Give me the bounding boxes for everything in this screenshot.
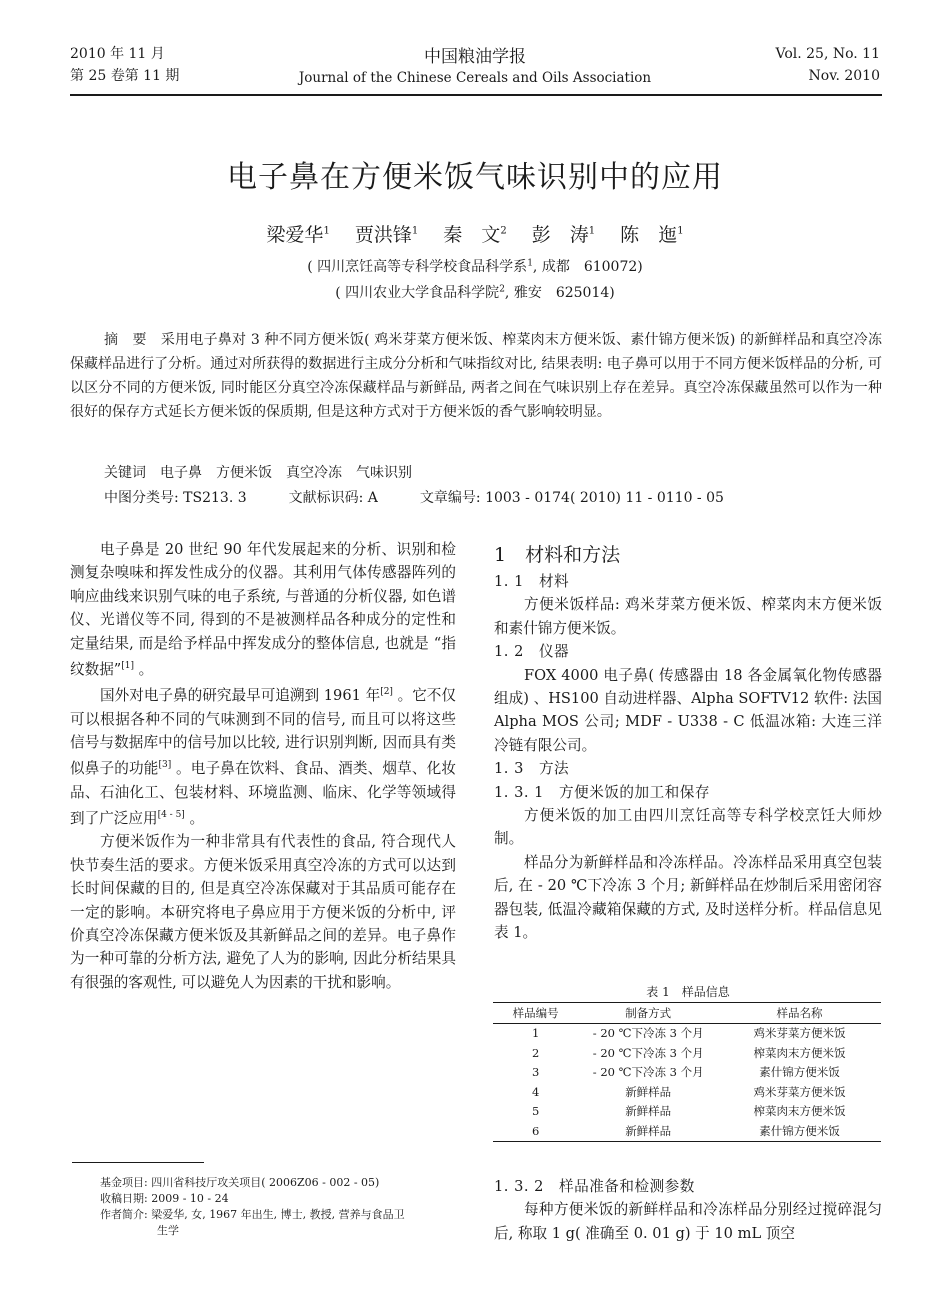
subsection-heading: 1. 3 方法 — [494, 760, 570, 778]
header-month: Nov. 2010 — [808, 68, 880, 84]
author: 陈 迤$^1$ — [620, 224, 684, 246]
processing-paragraph: 方便米饭的加工由四川烹饪高等专科学校烹饪大师炒制。 — [494, 807, 882, 848]
header-volume: Vol. 25, No. 11 — [775, 46, 880, 62]
table-row: 6 新鲜样品 素什锦方便米饭 — [493, 1121, 881, 1141]
materials-paragraph: 方便米饭样品: 鸡米芽菜方便米饭、榨菜肉末方便米饭和素什锦方便米饭。 — [494, 596, 882, 637]
section-heading: 1 材料和方法 — [494, 544, 621, 566]
citation: [4 - 5] — [157, 810, 185, 821]
citation: [3] — [158, 760, 172, 771]
citation: [1] — [121, 661, 134, 672]
classification: 中图分类号: TS213. 3 文献标识码: A 文章编号: 1003 - 0174( 2010) 11 - 0110 - 05 — [104, 490, 724, 506]
footnote-author: 作者简介: 梁爱华, 女, 1967 年出生, 博士, 教授, 营养与食品卫 — [100, 1208, 405, 1221]
citation: [2] — [380, 687, 393, 698]
author: 贾洪锋$^1$ — [354, 224, 419, 246]
footnotes — [100, 1175, 455, 1239]
table-row: 2 - 20 ℃下冷冻 3 个月 榨菜肉末方便米饭 — [532, 1045, 846, 1060]
table-row: 4 新鲜样品 鸡米芽菜方便米饭 — [532, 1084, 846, 1099]
table-header-row — [493, 1003, 881, 1024]
table-row: 3 - 20 ℃下冷冻 3 个月 素什锦方便米饭 — [532, 1065, 840, 1080]
header-date: 2010 年 11 月 — [70, 46, 165, 62]
intro-paragraph-3: 方便米饭作为一种非常具有代表性的食品, 符合现代人快节奏生活的要求。方便米饭采用真空冷冻的方式可以达到长时间保藏的目的, 但是真空冷冻保藏对于其品质可能存在一定的影响。本研究将电子鼻应用于方便米饭的分析中, 评价真空冷冻保藏方便米饭及其新鲜品之间的差异。电子鼻作为一种可靠的分析方法, 避免了人为的影响, 因此分析结果具有很强的客观性, 可以避免人为因素的干扰和影响。 — [70, 833, 456, 991]
journal-title-cn: 中国粮油学报 — [424, 47, 526, 67]
column-header: 制备方式 — [625, 1005, 672, 1020]
author-list — [0, 220, 950, 247]
footnote-received: 收稿日期: 2009 - 10 - 24 — [100, 1192, 229, 1205]
journal-title-en: Journal of the Chinese Cereals and Oils Association — [298, 70, 652, 86]
header-issue: 第 25 卷第 11 期 — [70, 68, 180, 84]
sample-info-table — [493, 1002, 881, 1142]
subsubsection-heading: 1. 3. 2 样品准备和检测参数 — [494, 1178, 695, 1195]
samples-paragraph: 样品分为新鲜样品和冷冻样品。冷冻样品采用真空包装后, 在 - 20 ℃下冷冻 3 个月; 新鲜样品在炒制后采用密闭容器包装, 低温冷藏箱保藏的方式, 及时送样分析。样品信息见表 1。 — [494, 853, 882, 942]
article-title: 电子鼻在方便米饭气味识别中的应用 — [227, 160, 723, 195]
table-row: 1 - 20 ℃下冷冻 3 个月 鸡米芽菜方便米饭 — [532, 1026, 846, 1041]
footnote-author-cont: 生学 — [157, 1224, 179, 1237]
column-header: 样品名称 — [776, 1005, 823, 1020]
subsubsection-heading: 1. 3. 1 方便米饭的加工和保存 — [494, 783, 710, 801]
subsection-heading: 1. 2 仪器 — [494, 643, 570, 661]
footnote-fund: 基金项目: 四川省科技厅攻关项目( 2006Z06 - 002 - 05) — [100, 1176, 380, 1189]
preparation-paragraph: 每种方便米饭的新鲜样品和冷冻样品分别经过搅碎混匀后, 称取 1 g( 准确至 0. 01 g) 于 10 mL 顶空 — [494, 1201, 882, 1242]
affiliation-1: ( 四川烹饪高等专科学校食品科学系$^1$, 成都 610072) — [307, 258, 643, 275]
abstract — [70, 328, 882, 424]
column-header: 样品编号 — [512, 1005, 559, 1020]
author: 秦 文$^2$ — [443, 224, 507, 246]
author: 彭 涛$^1$ — [531, 224, 596, 246]
intro-paragraph-2: 国外对电子鼻的研究最早可追溯到 1961 年[2] 。它不仅可以根据各种不同的气味测到不同的信号, 而且可以将这些信号与数据库中的信号加以比较, 进行识别判断, 因而具有类似鼻子的功能[3] 。电子鼻在饮料、食品、酒类、烟草、化妆品、石油化工、包装材料、环境监测、临床、化学等领域得到了广泛应用[4 - 5] 。 — [70, 687, 457, 827]
affiliation-2: ( 四川农业大学食品科学院$^2$, 雅安 625014) — [335, 284, 615, 301]
left-column — [70, 538, 456, 994]
right-column-lower — [494, 1175, 882, 1245]
table-caption: 表 1 样品信息 — [646, 985, 730, 999]
header-rule — [70, 94, 882, 96]
subsection-heading: 1. 1 材料 — [494, 573, 570, 590]
footnote-rule — [72, 1162, 204, 1163]
author: 梁爱华$^1$ — [266, 224, 330, 246]
right-column — [494, 540, 882, 945]
instruments-paragraph: FOX 4000 电子鼻( 传感器由 18 各金属氧化物传感器组成) 、HS100 自动进样器、Alpha SOFTV12 软件: 法国 Alpha MOS 公司; MDF - U338 - C 低温冰箱: 大连三洋冷链有限公司。 — [494, 666, 882, 754]
table-row: 5 新鲜样品 榨菜肉末方便米饭 — [532, 1104, 846, 1119]
intro-paragraph-1: 电子鼻是 20 世纪 90 年代发展起来的分析、识别和检测复杂嗅味和挥发性成分的仪器。其利用气体传感器阵列的响应曲线来识别气味的电子系统, 与普通的分析仪器, 如色谱仪、光谱仪等不同, 得到的不是被测样品各种成分的定性和定量结果, 而是给予样品中挥发成分的整体信息, 也就是 “指纹数据”[1] 。 — [70, 541, 456, 678]
keywords: 关键词 电子鼻 方便米饭 真空冷冻 气味识别 — [104, 465, 412, 481]
abstract-text: 摘 要 采用电子鼻对 3 种不同方便米饭( 鸡米芽菜方便米饭、榨菜肉末方便米饭、素什锦方便米饭) 的新鲜样品和真空冷冻保藏样品进行了分析。通过对所获得的数据进行主成分分析和气味指纹对比, 结果表明: 电子鼻可以用于不同方便米饭样品的分析, 可以区分不同的方便米饭, 同时能区分真空冷冻保藏样品与新鲜品, 两者之间在气味识别上存在差异。真空冷冻保藏虽然可以作为一种很好的保存方式延长方便米饭的保质期, 但是这种方式对于方便米饭的香气影响较明显。 — [70, 332, 882, 420]
